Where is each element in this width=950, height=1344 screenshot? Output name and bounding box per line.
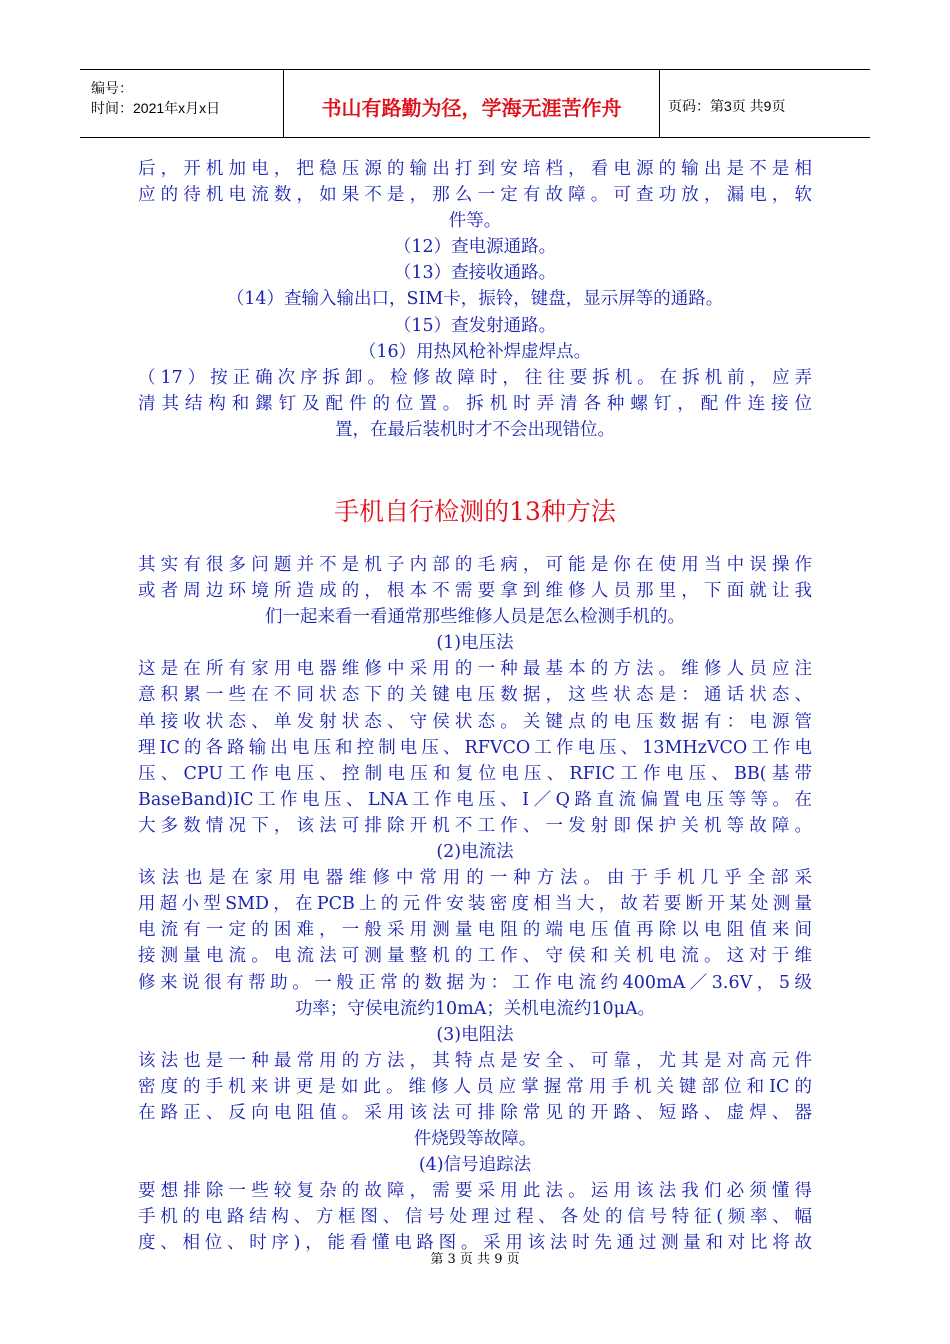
text-line: 密度的手机来讲更是如此。维修人员应掌握常用手机关键部位和IC的 bbox=[138, 1076, 812, 1097]
text-line: (3)电阻法 bbox=[436, 1024, 514, 1045]
body-text-block-1 bbox=[138, 156, 812, 443]
text-line: 清其结构和鏍钉及配件的位置。拆机时弄清各种螺钉，配件连接位 bbox=[138, 393, 812, 414]
header-motto: 书山有路勤为径，学海无涯苦作舟 bbox=[321, 98, 622, 120]
text-line: 接测量电流。电流法可测量整机的工作、守侯和关机电流。这对于维 bbox=[138, 946, 812, 967]
text-line: 在路正、反向电阻值。采用该法可排除常见的开路、短路、虚焊、器 bbox=[138, 1102, 812, 1123]
header-motto-cell bbox=[284, 70, 660, 137]
text-line: 理IC的各路输出电压和控制电压、RFVCO工作电压、13MHzVCO工作电 bbox=[138, 737, 812, 758]
text-line: （14）查输入输出口，SIM卡，振铃，键盘，显示屏等的通路。 bbox=[226, 289, 724, 310]
text-line: 们一起来看一看通常那些维修人员是怎么检测手机的。 bbox=[265, 607, 685, 628]
document-number-label: 编号： bbox=[91, 80, 133, 96]
text-line: 后，开机加电，把稳压源的输出打到安培档，看电源的输出是不是相 bbox=[138, 159, 812, 179]
header-meta-cell bbox=[80, 70, 284, 137]
section-title: 手机自行检测的13种方法 bbox=[334, 497, 616, 526]
text-line: 该法也是一种最常用的方法，其特点是安全、可靠，尤其是对高元件 bbox=[138, 1050, 812, 1071]
text-line: 这是在所有家用电器维修中采用的一种最基本的方法。维修人员应注 bbox=[138, 659, 812, 680]
text-line: 电流有一定的困难，一般采用测量电阻的端电压值再除以电阻值来间 bbox=[138, 920, 812, 941]
text-line: 应的待机电流数，如果不是，那么一定有故障。可查功放，漏电，软 bbox=[138, 185, 812, 206]
text-line: 要想排除一些较复杂的故障，需要采用此法。运用该法我们必须懂得 bbox=[138, 1181, 812, 1202]
text-line: 或者周边环境所造成的，根本不需要拿到维修人员那里，下面就让我 bbox=[138, 581, 812, 602]
text-line: 单接收状态、单发射状态、守侯状态。关键点的电压数据有：电源管 bbox=[138, 711, 812, 732]
text-line: 手机的电路结构、方框图、信号处理过程、各处的信号特征(频率、幅 bbox=[138, 1207, 812, 1228]
text-line: 压、CPU工作电压、控制电压和复位电压、RFIC工作电压、BB(基带 bbox=[138, 763, 812, 784]
text-line: （12）查电源通路。 bbox=[393, 237, 557, 258]
page-header bbox=[80, 69, 870, 138]
text-line: 功率；守侯电流约10mA；关机电流约10μA。 bbox=[294, 998, 656, 1019]
text-line: 修来说很有帮助。一般正常的数据为：工作电流约400mA／3.6V，5级 bbox=[138, 972, 812, 993]
text-line: (2)电流法 bbox=[436, 842, 514, 863]
text-line: 其实有很多问题并不是机子内部的毛病，可能是你在使用当中误操作 bbox=[138, 555, 812, 575]
header-page-info: 页码：第3页 共9页 bbox=[668, 98, 786, 114]
document-time-label: 时间：2021年x月x日 bbox=[91, 100, 221, 116]
text-line: BaseBand)IC工作电压、LNA工作电压、I／Q路直流偏置电压等等。在 bbox=[138, 789, 812, 810]
header-page-cell bbox=[660, 70, 870, 137]
text-line: 大多数情况下，该法可排除开机不工作、一发射即保护关机等故障。 bbox=[138, 815, 812, 836]
text-line: 件烧毁等故障。 bbox=[413, 1129, 537, 1150]
text-line: 置，在最后装机时才不会出现错位。 bbox=[335, 419, 615, 440]
text-line: （15）查发射通路。 bbox=[393, 315, 557, 336]
text-line: 件等。 bbox=[448, 211, 502, 232]
text-line: 意积累一些在不同状态下的关键电压数据，这些状态是：通话状态、 bbox=[138, 685, 812, 706]
text-line: （17）按正确次序拆卸。检修故障时，往往要拆机。在拆机前，应弄 bbox=[138, 367, 812, 388]
page-footer: 第 3 页 共 9 页 bbox=[430, 1252, 520, 1267]
text-line: (4)信号追踪法 bbox=[418, 1155, 532, 1176]
text-line: （16）用热风枪补焊虚焊点。 bbox=[358, 341, 592, 362]
body-text-block-2 bbox=[138, 552, 812, 1257]
text-line: 该法也是在家用电器维修中常用的一种方法。由于手机几乎全部采 bbox=[138, 868, 812, 889]
text-line: （13）查接收通路。 bbox=[393, 263, 557, 284]
text-line: 度、相位、时序)，能看懂电路图。采用该法时先通过测量和对比将故 bbox=[138, 1233, 812, 1254]
text-line: (1)电压法 bbox=[436, 633, 514, 654]
text-line: 用超小型SMD，在PCB上的元件安装密度相当大，故若要断开某处测量 bbox=[138, 894, 812, 915]
